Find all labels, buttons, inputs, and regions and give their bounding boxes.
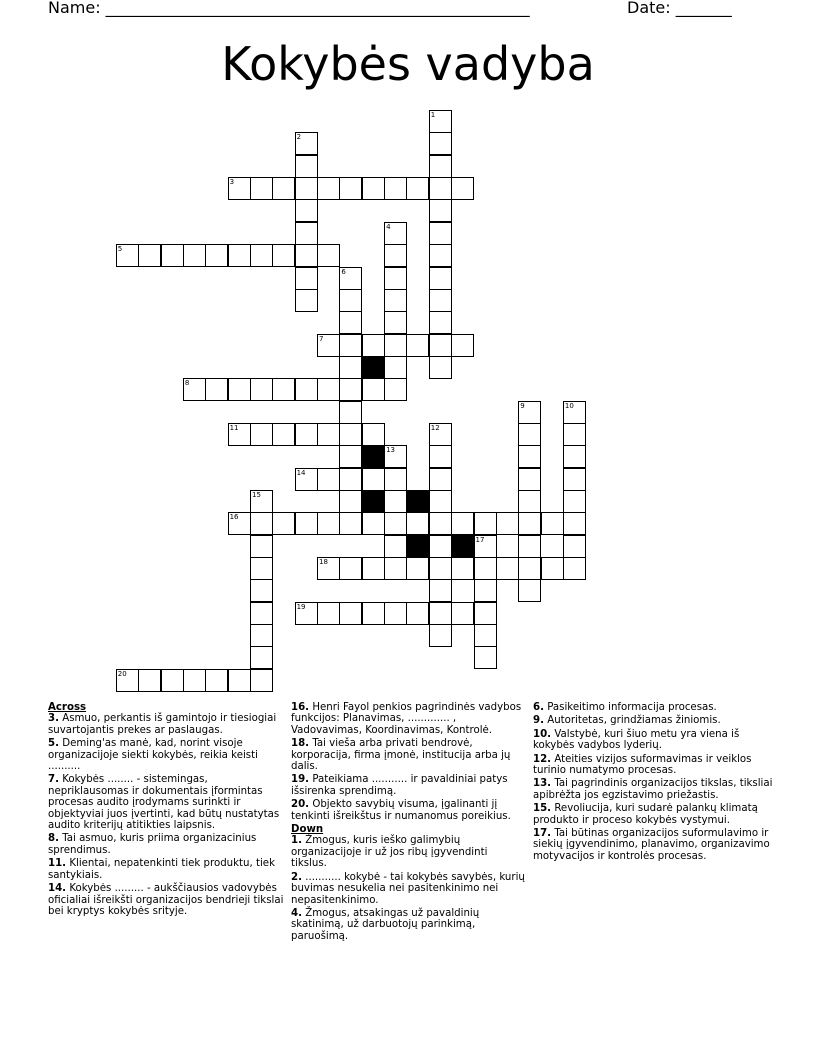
clue-number: 8 — [184, 379, 190, 388]
grid-cell[interactable] — [295, 378, 318, 401]
grid-cell[interactable] — [317, 244, 340, 267]
clue-number: 17 — [475, 535, 485, 544]
grid-cell[interactable] — [429, 445, 452, 468]
clue-across-7: 7. Kokybės ........ - sistemingas, nepriklausomas ir dokumentais įformintas procesas audito įrodymams surinkti ir objektyviai juos įvertinti, kad būtų nustatytas audito kriterijų atitikties laipsnis. — [48, 774, 280, 832]
clues-column-1 — [48, 702, 284, 919]
grid-cell[interactable] — [384, 512, 407, 535]
grid-cell[interactable] — [384, 378, 407, 401]
clue-across-5: 5. Deming'as manė, kad, norint visoje organizacijoje siekti kokybės, reikia keisti .......... — [48, 738, 258, 773]
grid-cell[interactable] — [384, 289, 407, 312]
grid-cell[interactable] — [339, 311, 362, 334]
grid-cell[interactable] — [384, 535, 407, 558]
grid-cell[interactable] — [384, 244, 407, 267]
clue-across-19: 19. Pateikiama ........... ir pavaldiniai patys išsirenka sprendimą. — [291, 774, 508, 797]
clue-across-11: 11. Klientai, nepatenkinti tiek produktu, tiek santykiais. — [48, 858, 275, 881]
grid-cell[interactable] — [295, 512, 318, 535]
black-cell — [362, 356, 385, 379]
grid-cell[interactable] — [205, 669, 228, 692]
grid-cell[interactable] — [474, 579, 497, 602]
clue-number: 6 — [341, 267, 346, 276]
grid-cell[interactable] — [250, 244, 273, 267]
grid-cell[interactable] — [250, 602, 273, 625]
grid-cell[interactable] — [384, 177, 407, 200]
grid-cell[interactable] — [406, 334, 429, 357]
clue-number: 20 — [117, 669, 127, 678]
grid-cell[interactable] — [228, 177, 251, 200]
grid-cell[interactable] — [272, 512, 295, 535]
grid-cell[interactable] — [362, 602, 385, 625]
grid-cell[interactable] — [317, 378, 340, 401]
grid-cell[interactable] — [362, 378, 385, 401]
grid-cell[interactable] — [317, 423, 340, 446]
clue-number: 13 — [386, 446, 396, 455]
grid-cell[interactable] — [183, 378, 206, 401]
grid-cell[interactable] — [541, 512, 564, 535]
grid-cell[interactable] — [317, 557, 340, 580]
grid-cell[interactable] — [138, 669, 161, 692]
grid-cell[interactable] — [429, 468, 452, 491]
grid-cell[interactable] — [250, 378, 273, 401]
grid-cell[interactable] — [250, 177, 273, 200]
clue-down-1: 1. Žmogus, kuris ieško galimybių organizacijoje ir už jos ribų įgyvendinti tikslus. — [291, 835, 488, 870]
grid-cell[interactable] — [518, 512, 541, 535]
grid-cell[interactable] — [339, 445, 362, 468]
clue-down-12: 12. Ateities vizijos suformavimas ir veiklos turinio numatymo procesas. — [533, 753, 752, 777]
grid-cell[interactable] — [563, 401, 586, 424]
grid-cell[interactable] — [384, 334, 407, 357]
grid-cell[interactable] — [429, 602, 452, 625]
clues-column-3 — [533, 702, 773, 864]
clue-number: 16 — [229, 513, 239, 522]
grid-cell[interactable] — [339, 378, 362, 401]
black-cell — [406, 490, 429, 513]
grid-cell[interactable] — [429, 579, 452, 602]
clue-across-16: 16. Henri Fayol penkios pagrindinės vadybos funkcijos: Planavimas, ............. , Vadovavimas, Koordinavimas, Kontrolė. — [291, 702, 522, 736]
clue-number: 9 — [520, 401, 525, 410]
grid-cell[interactable] — [541, 557, 564, 580]
clue-number: 18 — [319, 558, 328, 566]
grid-cell[interactable] — [429, 512, 452, 535]
grid-cell[interactable] — [295, 602, 318, 625]
grid-cell[interactable] — [563, 423, 586, 446]
grid-cell[interactable] — [295, 289, 318, 312]
clue-down-13: 13. Tai pagrindinis organizacijos tikslas, tiksliai apibrėžta jos egzistavimo priežastis. — [533, 778, 773, 801]
grid-cell[interactable] — [429, 624, 452, 647]
grid-cell[interactable] — [116, 669, 139, 692]
grid-cell[interactable] — [406, 557, 429, 580]
grid-cell[interactable] — [429, 490, 452, 513]
grid-cell[interactable] — [518, 401, 541, 424]
grid-cell[interactable] — [518, 445, 541, 468]
grid-cell[interactable] — [429, 199, 452, 222]
grid-cell[interactable] — [429, 132, 452, 155]
grid-cell[interactable] — [161, 244, 184, 267]
black-cell — [451, 535, 474, 558]
grid-cell[interactable] — [563, 468, 586, 491]
grid-cell[interactable] — [339, 490, 362, 513]
clue-down-2: 2. ........... kokybė - tai kokybės savybės, kurių buvimas nesukelia nei pasitenkinimo nei nepasitenkinimo. — [291, 871, 525, 906]
grid-cell[interactable] — [474, 624, 497, 647]
grid-cell[interactable] — [474, 512, 497, 535]
grid-cell[interactable] — [451, 557, 474, 580]
grid-cell[interactable] — [451, 334, 474, 357]
grid-cell[interactable] — [429, 222, 452, 245]
grid-cell[interactable] — [228, 423, 251, 446]
grid-cell[interactable] — [272, 177, 295, 200]
grid-cell[interactable] — [384, 490, 407, 513]
grid-cell[interactable] — [317, 512, 340, 535]
grid-cell[interactable] — [339, 289, 362, 312]
grid-cell[interactable] — [272, 244, 295, 267]
grid-cell[interactable] — [183, 244, 206, 267]
grid-cell[interactable] — [250, 624, 273, 647]
grid-cell[interactable] — [518, 557, 541, 580]
clue-number: 2 — [296, 133, 302, 142]
grid-cell[interactable] — [317, 602, 340, 625]
grid-cell[interactable] — [295, 177, 318, 200]
grid-cell[interactable] — [429, 423, 452, 446]
grid-cell[interactable] — [362, 468, 385, 491]
clue-number: 7 — [319, 334, 324, 343]
grid-cell[interactable] — [496, 557, 519, 580]
grid-cell[interactable] — [384, 267, 407, 290]
grid-cell[interactable] — [384, 311, 407, 334]
grid-cell[interactable] — [228, 512, 251, 535]
grid-cell[interactable] — [250, 579, 273, 602]
page-title: Kokybės vadyba — [221, 37, 595, 91]
across-heading: Across — [48, 702, 87, 713]
grid-cell[interactable] — [250, 646, 273, 669]
clue-across-20: 20. Objekto savybių visuma, įgalinanti jį tenkinti išreikštus ir numanomus poreikius. — [291, 799, 511, 822]
grid-cell[interactable] — [429, 356, 452, 379]
grid-cell[interactable] — [161, 669, 184, 692]
grid-cell[interactable] — [384, 468, 407, 491]
black-cell — [406, 535, 429, 558]
grid-cell[interactable] — [339, 267, 362, 290]
grid-cell[interactable] — [205, 244, 228, 267]
clues-column-2 — [291, 702, 525, 944]
grid-cell[interactable] — [250, 490, 273, 513]
clue-number: 12 — [430, 423, 440, 432]
clue-number: 14 — [296, 468, 306, 477]
clue-across-3: 3. Asmuo, perkantis iš gamintojo ir tiesiogiai suvartojantis prekes ar paslaugas. — [48, 713, 277, 736]
grid-cell[interactable] — [518, 579, 541, 602]
grid-cell[interactable] — [362, 177, 385, 200]
grid-cell[interactable] — [339, 468, 362, 491]
grid-cell[interactable] — [563, 557, 586, 580]
grid-cell[interactable] — [250, 669, 273, 692]
grid-cell[interactable] — [205, 378, 228, 401]
grid-cell[interactable] — [339, 177, 362, 200]
clue-number: 4 — [386, 222, 391, 231]
grid-cell[interactable] — [295, 423, 318, 446]
grid-cell[interactable] — [518, 535, 541, 558]
date-field[interactable]: Date: _______ — [627, 0, 732, 17]
down-heading: Down — [291, 824, 324, 836]
grid-cell[interactable] — [429, 110, 452, 133]
grid-cell[interactable] — [295, 132, 318, 155]
clue-across-18: 18. Tai vieša arba privati bendrovė, korporacija, firma įmonė, institucija arba jų dalis. — [291, 738, 511, 773]
grid-cell[interactable] — [228, 244, 251, 267]
name-field[interactable]: Name: _____________________________________________________ — [48, 0, 530, 17]
grid-cell[interactable] — [295, 468, 318, 491]
grid-cell[interactable] — [406, 602, 429, 625]
clue-down-4: 4. Žmogus, atsakingas už pavaldinių skatinimą, už darbuotojų parinkimą, paruošimą. — [291, 907, 480, 942]
clue-down-17: 17. Tai būtinas organizacijos suformulavimo ir siekių įgyvendinimo, planavimo, organizavimo motyvacijos ir kontrolės procesas. — [533, 828, 770, 862]
black-cell — [362, 445, 385, 468]
clue-down-15: 15. Revoliucija, kuri sudarė palankų klimatą produkto ir proceso kokybės vystymui. — [533, 803, 758, 826]
grid-cell[interactable] — [272, 423, 295, 446]
grid-cell[interactable] — [362, 423, 385, 446]
grid-cell[interactable] — [317, 468, 340, 491]
grid-cell[interactable] — [563, 445, 586, 468]
grid-cell[interactable] — [228, 669, 251, 692]
grid-cell[interactable] — [451, 177, 474, 200]
grid-cell[interactable] — [451, 512, 474, 535]
grid-cell[interactable] — [474, 557, 497, 580]
clue-number: 1 — [430, 111, 436, 119]
grid-cell[interactable] — [429, 244, 452, 267]
grid-cell[interactable] — [295, 155, 318, 178]
grid-cell[interactable] — [563, 535, 586, 558]
grid-cell[interactable] — [496, 512, 519, 535]
grid-cell[interactable] — [429, 557, 452, 580]
clue-down-10: 10. Valstybė, kuri šiuo metu yra viena iš kokybės vadybos lyderių. — [533, 728, 740, 752]
grid-cell[interactable] — [295, 244, 318, 267]
grid-cell[interactable] — [250, 535, 273, 558]
grid-cell[interactable] — [474, 535, 497, 558]
clue-down-9: 9. Autoritetas, grindžiamas žiniomis. — [533, 715, 721, 727]
grid-cell[interactable] — [406, 512, 429, 535]
grid-cell[interactable] — [116, 244, 139, 267]
grid-cell[interactable] — [138, 244, 161, 267]
grid-cell[interactable] — [295, 199, 318, 222]
grid-cell[interactable] — [563, 512, 586, 535]
grid-cell[interactable] — [384, 356, 407, 379]
grid-cell[interactable] — [295, 222, 318, 245]
clue-number: 5 — [117, 245, 123, 254]
clue-across-8: 8. Tai asmuo, kuris priima organizacinius sprendimus. — [48, 833, 257, 856]
grid-cell[interactable] — [518, 490, 541, 513]
clue-number: 15 — [252, 491, 261, 499]
grid-cell[interactable] — [384, 445, 407, 468]
grid-cell[interactable] — [518, 468, 541, 491]
grid-cell[interactable] — [250, 423, 273, 446]
clue-number: 3 — [229, 178, 235, 187]
grid-cell[interactable] — [384, 602, 407, 625]
grid-cell[interactable] — [362, 334, 385, 357]
grid-cell[interactable] — [563, 490, 586, 513]
grid-cell[interactable] — [295, 267, 318, 290]
grid-cell[interactable] — [429, 155, 452, 178]
grid-cell[interactable] — [429, 311, 452, 334]
grid-cell[interactable] — [474, 602, 497, 625]
grid-cell[interactable] — [339, 423, 362, 446]
clue-number: 19 — [296, 602, 306, 611]
grid-cell[interactable] — [272, 378, 295, 401]
grid-cell[interactable] — [339, 334, 362, 357]
grid-cell[interactable] — [406, 177, 429, 200]
grid-cell[interactable] — [429, 535, 452, 558]
grid-cell[interactable] — [451, 602, 474, 625]
black-cell — [362, 490, 385, 513]
grid-cell[interactable] — [429, 334, 452, 357]
grid-cell[interactable] — [474, 646, 497, 669]
grid-cell[interactable] — [317, 334, 340, 357]
clue-down-6: 6. Pasikeitimo informacija procesas. — [533, 702, 717, 713]
grid-cell[interactable] — [362, 557, 385, 580]
grid-cell[interactable] — [429, 177, 452, 200]
grid-cell[interactable] — [339, 401, 362, 424]
grid-cell[interactable] — [228, 378, 251, 401]
grid-cell[interactable] — [183, 669, 206, 692]
grid-cell[interactable] — [362, 512, 385, 535]
clue-across-14: 14. Kokybės ......... - aukščiausios vadovybės oficialiai išreikšti organizacijos bendrieji tikslai bei kryptys kokybės srityje. — [48, 883, 284, 917]
grid-cell[interactable] — [339, 356, 362, 379]
clue-number: 11 — [229, 423, 239, 432]
grid-cell[interactable] — [384, 222, 407, 245]
grid-cell[interactable] — [317, 177, 340, 200]
grid-cell[interactable] — [339, 602, 362, 625]
grid-cell[interactable] — [250, 557, 273, 580]
grid-cell[interactable] — [384, 557, 407, 580]
grid-cell[interactable] — [518, 423, 541, 446]
grid-cell[interactable] — [339, 557, 362, 580]
clue-number: 10 — [564, 401, 574, 410]
grid-cell[interactable] — [250, 512, 273, 535]
grid-cell[interactable] — [429, 267, 452, 290]
grid-cell[interactable] — [339, 512, 362, 535]
grid-cell[interactable] — [429, 289, 452, 312]
